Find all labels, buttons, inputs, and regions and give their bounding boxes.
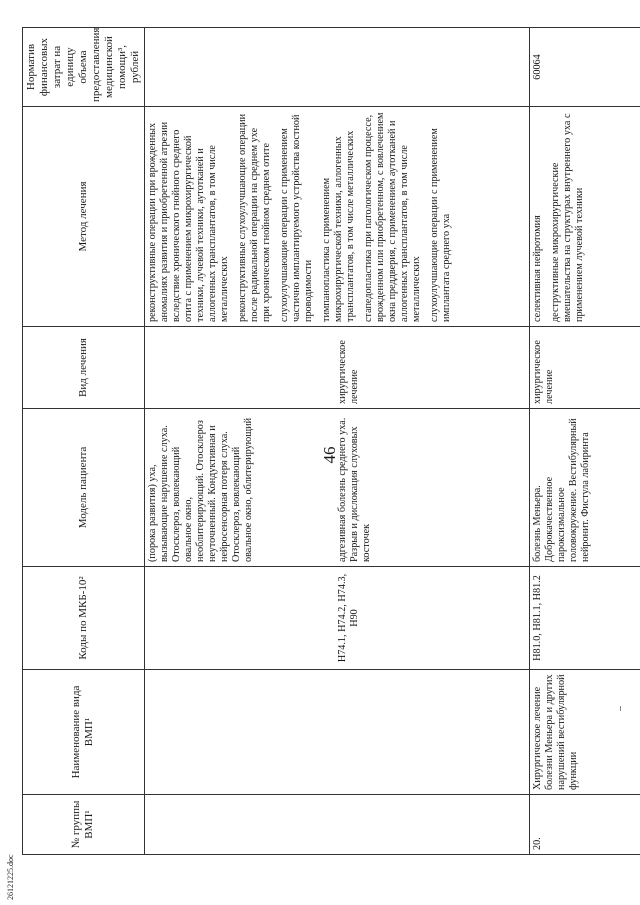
method-item: слухоулучшающие операции с применением имплантата среднего уха [429, 128, 453, 322]
page-number: 46 [320, 446, 339, 464]
cell-norm [144, 28, 529, 107]
method-item: реконструктивные операции при врожденных аномалиях развития и приобретенной атрезии вследствие хронического гнойного среднего отита с применением микрохирургической техники, лучевой техники, аутотканей и аллогенных трансплантатов, в том числе металлических [146, 121, 230, 322]
header-patient-model: Модель пациента [23, 409, 145, 567]
method-item: тимпанопластика с применением микрохирургической техники, аллогенных трансплантатов, в том числе металлических [321, 130, 357, 322]
method-item: стапедопластика при патологическом процессе, врожденном или приобретенном, с вовлечением окна преддверия, с применением аутотканей и аллогенных трансплантатов, в том числе металлических [363, 112, 423, 322]
cell-treatment [144, 327, 529, 409]
cell-group: 20. [529, 795, 640, 855]
model-part-2: адгезивная болезнь среднего уха. Разрыв и дислокация слуховых косточек [336, 417, 372, 562]
method-item: селективная нейротомия [531, 215, 543, 322]
header-group-number: № группы ВМП¹ [23, 795, 145, 855]
vmp-table [22, 27, 640, 855]
codes-part-2: H74.1, H74.2, H74.3, H90 [336, 573, 360, 663]
cell-methods [529, 107, 640, 327]
header-cost-norm: Норматив финансовых затрат на единицу объема предоставления медицинской помощи³, рублей [23, 28, 145, 107]
table-row-20 [529, 28, 640, 855]
header-icd-codes: Коды по МКБ-10² [23, 567, 145, 670]
cell-model [144, 409, 529, 567]
cell-name [144, 670, 529, 795]
cell-name: Хирургическое лечение болезни Меньера и других нарушений вестибулярной функции [529, 670, 640, 795]
rotated-table-container [22, 28, 640, 855]
codes-part-1 [147, 571, 337, 665]
cell-treatment: хирургическое лечение [529, 327, 640, 409]
cell-group [144, 795, 529, 855]
header-treatment-method: Метод лечения [23, 107, 145, 327]
cell-methods [144, 107, 529, 327]
document-filename: 26121225.doc [6, 854, 15, 900]
cell-norm: 60064 [529, 28, 640, 107]
method-item: деструктивные микрохирургические вмешательства на структурах внутреннего уха с применением лучевой техники [549, 113, 585, 322]
method-item: слухоулучшающие операции с применением частично имплантируемого устройства костной проводимости [279, 114, 315, 322]
model-part-1: (порока развития) уха, вызывающие нарушение слуха. Отосклероз, вовлекающий овальное окно, необлитерирующий. Отосклероз неуточненный. Кондуктивная и нейросенсорная потеря слуха. Отосклероз, вовлекающий овальное окно, облитерирующий [146, 417, 254, 562]
header-vmp-name: Наименование вида ВМП¹ [23, 670, 145, 795]
treatment-part-1 [147, 331, 337, 404]
method-item: реконструктивные слухоулучшающие операции после радикальной операции на среднем ухе при хроническом гнойном среднем отите [236, 113, 272, 322]
cell-codes: H81.0, H81.1, H81.2 [529, 567, 640, 670]
cell-model: болезнь Меньера. Доброкачественное пароксизмальное головокружение. Вестибулярный нейронит. Фистула лабиринта [529, 409, 640, 567]
treatment-part-2: хирургическое лечение [336, 340, 360, 404]
table-row-continuation [144, 28, 529, 855]
header-treatment-type: Вид лечения [23, 327, 145, 409]
cell-codes [144, 567, 529, 670]
table-header-row [23, 28, 145, 855]
